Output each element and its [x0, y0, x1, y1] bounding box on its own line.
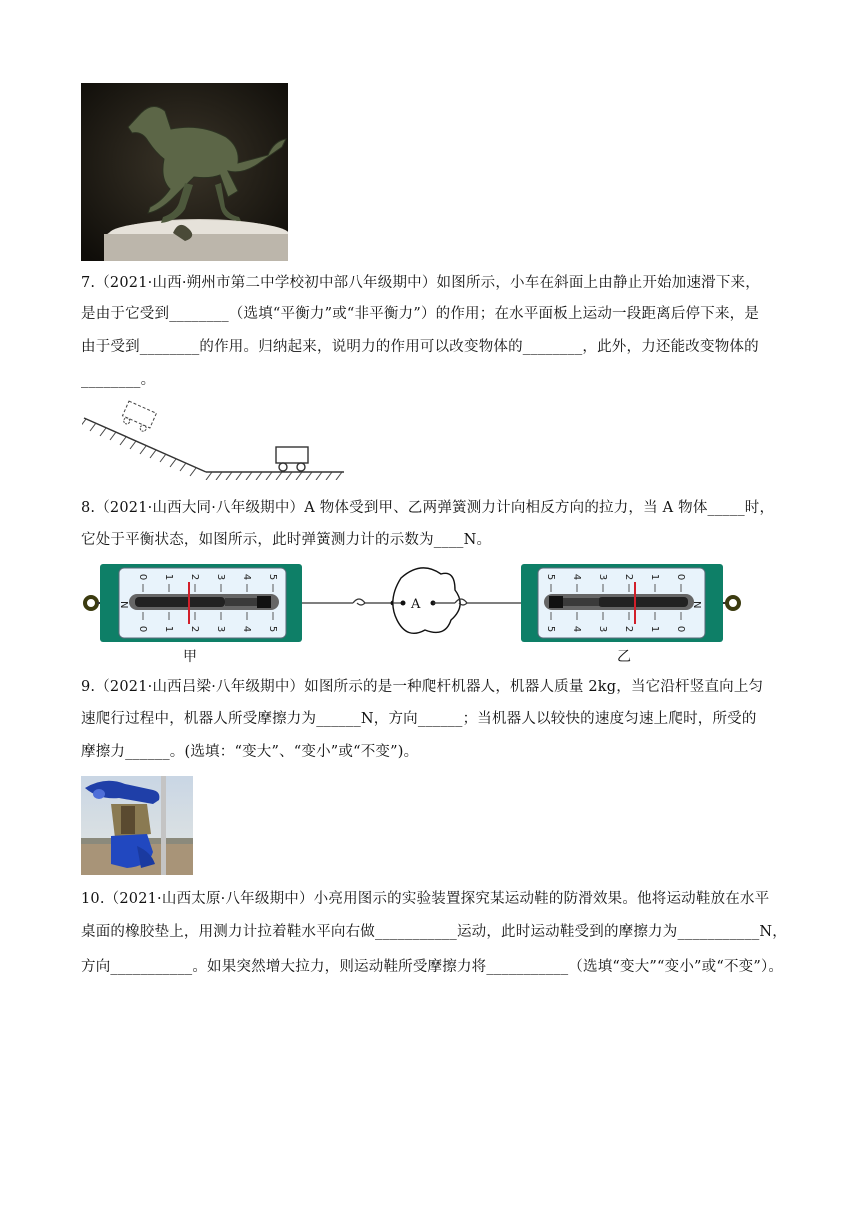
left-scale-top-1: 1	[163, 573, 174, 581]
right-scale-top-4: 1	[649, 573, 660, 581]
object-a-label: A	[411, 597, 421, 612]
left-scale-bottom-4: 4	[241, 625, 252, 633]
q9-line-1: 9.（2021·山西吕梁·八年级期中）如图所示的是一种爬杆机器人，机器人质量 2kg，当它沿杆竖直向上匀	[81, 679, 764, 695]
dashed-cart-on-slope	[120, 401, 156, 433]
right-scale-bottom-2: 3	[597, 625, 608, 633]
left-scale-top-2: 2	[189, 573, 200, 581]
svg-text:N: N	[118, 601, 129, 609]
q10-line-1: 10.（2021·山西太原·八年级期中）小亮用图示的实验装置探究某运动鞋的防滑效果。他将运动鞋放在水平	[81, 891, 770, 907]
left-scale-label: 甲	[183, 649, 197, 665]
q10-line-3: 方向___________。如果突然增大拉力，则运动鞋所受摩擦力将___________（选填“变大”“变小”或“不变”）。	[81, 959, 784, 975]
left-scale-bottom-3: 3	[215, 625, 226, 633]
right-scale-bottom-4: 1	[649, 625, 660, 633]
cart-on-floor	[276, 447, 308, 471]
spring-scales-figure	[83, 560, 747, 644]
right-scale-top-3: 2	[623, 573, 634, 581]
right-spring-scale	[521, 564, 723, 642]
right-scale-top-2: 3	[597, 573, 608, 581]
right-scale-label: 乙	[617, 649, 631, 665]
incline-cart-diagram	[82, 400, 347, 480]
left-scale-top-5: 5	[267, 573, 278, 581]
right-scale-bottom-5: 0	[675, 625, 686, 633]
left-scale-top-4: 4	[241, 573, 252, 581]
right-unit-label: N	[691, 601, 702, 609]
q8-line-2: 它处于平衡状态，如图所示，此时弹簧测力计的示数为____N。	[81, 532, 492, 548]
q7-line-1: 7.（2021·山西·朔州市第二中学校初中部八年级期中）如图所示，小车在斜面上由静止开始加速滑下来，	[81, 275, 760, 291]
q7-line-2: 是由于它受到________（选填“平衡力”或“非平衡力”）的作用；在水平面板上运动一段距离后停下来，是	[81, 306, 760, 322]
right-scale-top-1: 4	[571, 573, 582, 581]
right-scale-top-5: 0	[675, 573, 686, 581]
left-scale-top-0: 0	[137, 573, 148, 581]
q7-line-4: ________。	[81, 372, 156, 388]
pole-climbing-robot-photo	[81, 776, 193, 875]
left-scale-bottom-1: 1	[163, 625, 174, 633]
q10-line-2: 桌面的橡胶垫上，用测力计拉着鞋水平向右做___________运动，此时运动鞋受到的摩擦力为___________N，	[81, 924, 787, 940]
q7-line-3: 由于受到________的作用。归纳起来，说明力的作用可以改变物体的________，此外，力还能改变物体的	[81, 339, 759, 355]
right-scale-top-0: 5	[545, 573, 556, 581]
q9-line-2: 速爬行过程中，机器人所受摩擦力为______N，方向______；当机器人以较快的速度匀速上爬时，所受的	[81, 711, 757, 727]
left-scale-bottom-2: 2	[189, 625, 200, 633]
q9-line-3: 摩擦力______。(选填：“变大”、“变小”或“不变”)。	[81, 744, 419, 760]
left-scale-bottom-5: 5	[267, 625, 278, 633]
left-spring-scale	[100, 564, 302, 642]
right-scale-bottom-1: 4	[571, 625, 582, 633]
q8-line-1: 8.（2021·山西大同·八年级期中）A 物体受到甲、乙两弹簧测力计向相反方向的拉力，当 A 物体_____时，	[81, 500, 775, 516]
bronze-horse-photo	[81, 83, 288, 261]
left-scale-top-3: 3	[215, 573, 226, 581]
right-scale-bottom-0: 5	[545, 625, 556, 633]
right-scale-bottom-3: 2	[623, 625, 634, 633]
left-scale-bottom-0: 0	[137, 625, 148, 633]
